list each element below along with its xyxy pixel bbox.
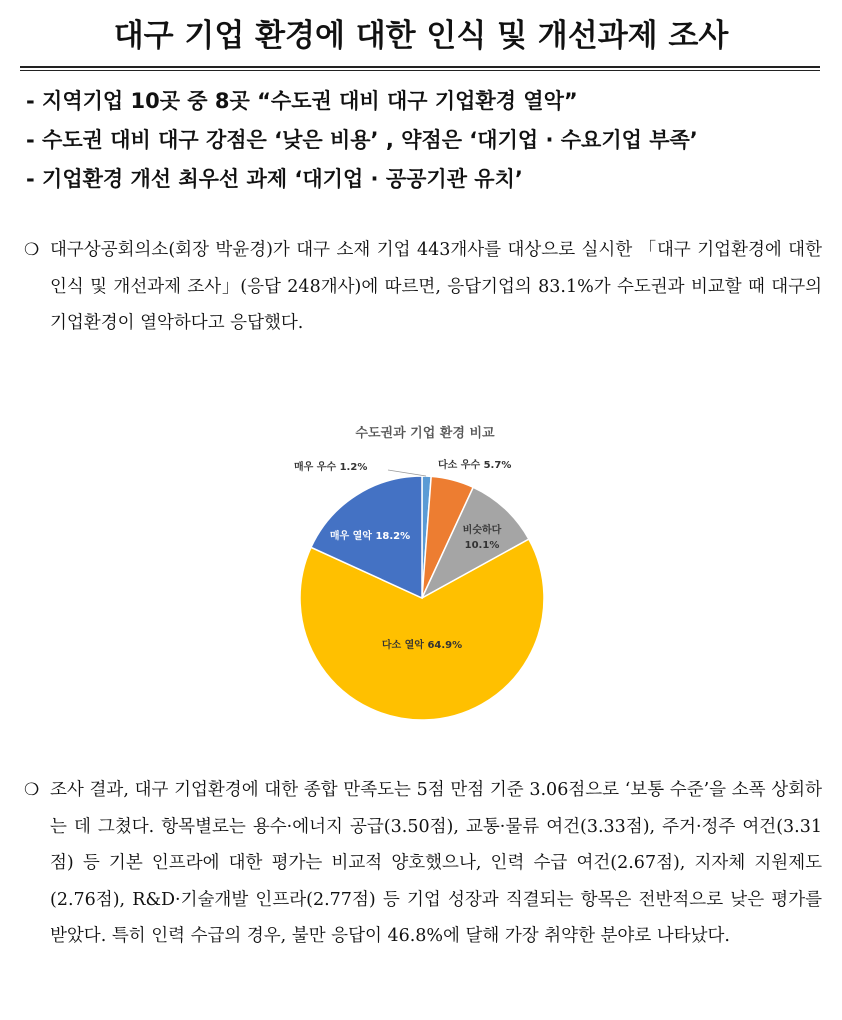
slice-label: 매우 열악 18.2% — [329, 531, 411, 542]
paragraph-2-text: 조사 결과, 대구 기업환경에 대한 종합 만족도는 5점 만점 기준 3.06점으로 ‘보통 수준’을 소폭 상회하는 데 그쳤다. 항목별로는 용수·에너지 공급(3.50점), 교통·물류 여건(3.33점), 주거·정주 여건(3.31점) 등 기본 인프라에 대한 평가는 비교적 양호했으나, 인력 수급 여건(2.67점), 지자체 지원제도(2.76점), R&D·기술개발 인프라(2.77점) 등 기업 성장과 직결되는 항목은 전반적으로 낮은 평가를 받았다. 특히 인력 수급의 경우, 불만 응답이 46.8%에 달해 가장 취약한 분야로 나타났다. — [50, 780, 822, 946]
slice-label: 다소 우수 5.7% — [438, 460, 512, 471]
chart-title: 수도권과 기업 환경 비교 — [355, 426, 495, 441]
slice-label: 매우 우수 1.2% — [294, 462, 368, 473]
paragraph-1 — [24, 232, 822, 342]
title-rule-thick — [20, 66, 820, 68]
subtitle-line: - 수도권 대비 대구 강점은 ‘낮은 비용’ , 약점은 ‘대기업 · 수요기업 부족’ — [26, 128, 698, 152]
pie-chart — [280, 412, 570, 732]
subtitle-line: - 기업환경 개선 최우선 과제 ‘대기업 · 공공기관 유치’ — [26, 167, 523, 191]
slice-label: 다소 열악 64.9% — [381, 640, 463, 651]
document-title: 대구 기업 환경에 대한 인식 및 개선과제 조사 — [113, 18, 729, 54]
pie-chart-svg — [280, 412, 570, 732]
slice-label: 비슷하다 10.1% — [462, 525, 502, 551]
bullet-circle-icon: ❍ — [24, 240, 40, 260]
paragraph-1-text: 대구상공회의소(회장 박윤경)가 대구 소재 기업 443개사를 대상으로 실시한 「대구 기업환경에 대한 인식 및 개선과제 조사」(응답 248개사)에 따르면, 응답기업의 83.1%가 수도권과 비교할 때 대구의 기업환경이 열악하다고 응답했다. — [50, 240, 822, 333]
paragraph-2 — [24, 772, 822, 955]
subtitle-line: - 지역기업 10곳 중 8곳 “수도권 대비 대구 기업환경 열악” — [26, 89, 578, 113]
title-rule-thin — [20, 70, 820, 71]
subtitle-list — [26, 82, 698, 199]
leader-line — [388, 470, 426, 476]
bullet-circle-icon: ❍ — [24, 780, 40, 800]
